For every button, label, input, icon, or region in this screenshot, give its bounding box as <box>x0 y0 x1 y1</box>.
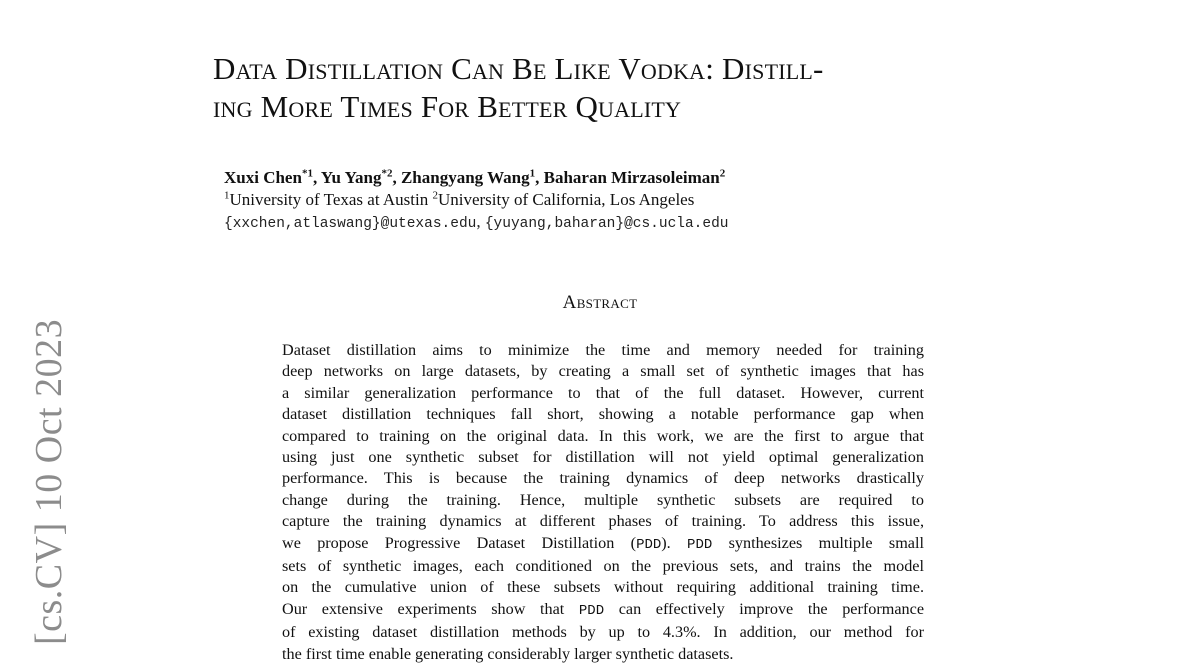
abstract-text: deep networks on large datasets, by creating a small set of synthetic images that has <box>282 362 924 381</box>
author-name: Baharan Mirzasoleiman <box>543 168 720 187</box>
arxiv-stamp-text: [cs.CV] 10 Oct 2023 <box>28 318 70 645</box>
author-list <box>224 167 984 189</box>
abstract-line <box>282 361 924 382</box>
email-separator: , <box>476 212 485 231</box>
abstract-text: of existing dataset distillation methods by up to 4.3%. In addition, our method for <box>282 623 924 642</box>
author-separator: , <box>392 168 401 187</box>
abstract-text: using just one synthetic subset for distillation will not yield optimal generalization <box>282 448 924 467</box>
affiliation-mark: 1 <box>224 189 230 202</box>
abstract-line <box>282 383 924 404</box>
title-line-2: ing More Times For Better Quality <box>213 89 682 124</box>
affiliations <box>224 189 984 211</box>
email-1: {xxchen,atlaswang}@utexas.edu <box>224 216 477 232</box>
title-line-1: Data Distillation Can Be Like Vodka: Distill- <box>213 51 824 86</box>
author-mark: *1 <box>301 167 313 180</box>
affiliation-2: University of California, Los Angeles <box>437 190 695 209</box>
author-name: Xuxi Chen <box>224 168 302 187</box>
abstract-text: Our extensive experiments show that <box>282 599 579 618</box>
abstract-line <box>282 599 924 622</box>
abstract-text: Dataset distillation aims to minimize the time and memory needed for training <box>282 341 924 359</box>
affiliation-1: University of Texas at Austin <box>229 190 433 209</box>
abstract-text: performance. This is because the training dynamics of deep networks drastically <box>282 469 924 488</box>
affiliation-mark: 2 <box>432 189 438 202</box>
email-2: {yuyang,baharan}@cs.ucla.edu <box>484 216 729 232</box>
paper-title <box>213 50 1013 126</box>
abstract-text: the first time enable generating considerably larger synthetic datasets. <box>282 644 734 663</box>
abstract-text: ). <box>661 533 688 552</box>
author-name: Yu Yang <box>320 168 382 187</box>
abstract-text: on the cumulative union of these subsets without requiring additional training time. <box>282 578 924 597</box>
abstract-line <box>282 404 924 425</box>
abstract-line <box>282 533 924 556</box>
abstract-line <box>282 511 924 532</box>
author-mark: 1 <box>529 167 536 180</box>
abstract-line <box>282 447 924 468</box>
email-line <box>224 211 984 235</box>
abstract-line <box>282 340 924 361</box>
author-separator: , <box>312 168 321 187</box>
author-mark: *2 <box>381 167 393 180</box>
arxiv-side-stamp <box>24 300 74 648</box>
abstract-line <box>282 556 924 577</box>
method-acronym: PDD <box>636 536 662 553</box>
abstract-line <box>282 468 924 489</box>
abstract-line <box>282 644 924 665</box>
abstract-line <box>282 490 924 511</box>
abstract-heading: Abstract <box>562 292 638 313</box>
author-mark: 2 <box>719 167 726 180</box>
abstract-text: we propose Progressive Dataset Distillation ( <box>282 533 637 552</box>
author-separator: , <box>535 168 544 187</box>
abstract-text: synthesizes multiple small <box>712 533 924 552</box>
author-name: Zhangyang Wang <box>400 168 530 187</box>
method-acronym: PDD <box>687 536 713 553</box>
method-acronym: PDD <box>578 602 605 619</box>
author-block <box>224 167 984 235</box>
abstract-line <box>282 426 924 447</box>
abstract-line <box>282 622 924 643</box>
abstract-text: a similar generalization performance to that of the full dataset. However, current <box>282 383 924 402</box>
abstract-text: dataset distillation techniques fall short, showing a notable performance gap when <box>282 405 924 424</box>
abstract-line <box>282 577 924 598</box>
abstract-text: change during the training. Hence, multiple synthetic subsets are required to <box>282 490 924 509</box>
abstract-text: sets of synthetic images, each conditioned on the previous sets, and trains the model <box>282 557 924 576</box>
abstract-body <box>282 340 924 665</box>
abstract-text: can effectively improve the performance <box>604 599 924 618</box>
abstract-text: capture the training dynamics at different phases of training. To address this issue, <box>282 512 924 531</box>
abstract-text: compared to training on the original data. In this work, we are the first to argue that <box>282 426 924 445</box>
